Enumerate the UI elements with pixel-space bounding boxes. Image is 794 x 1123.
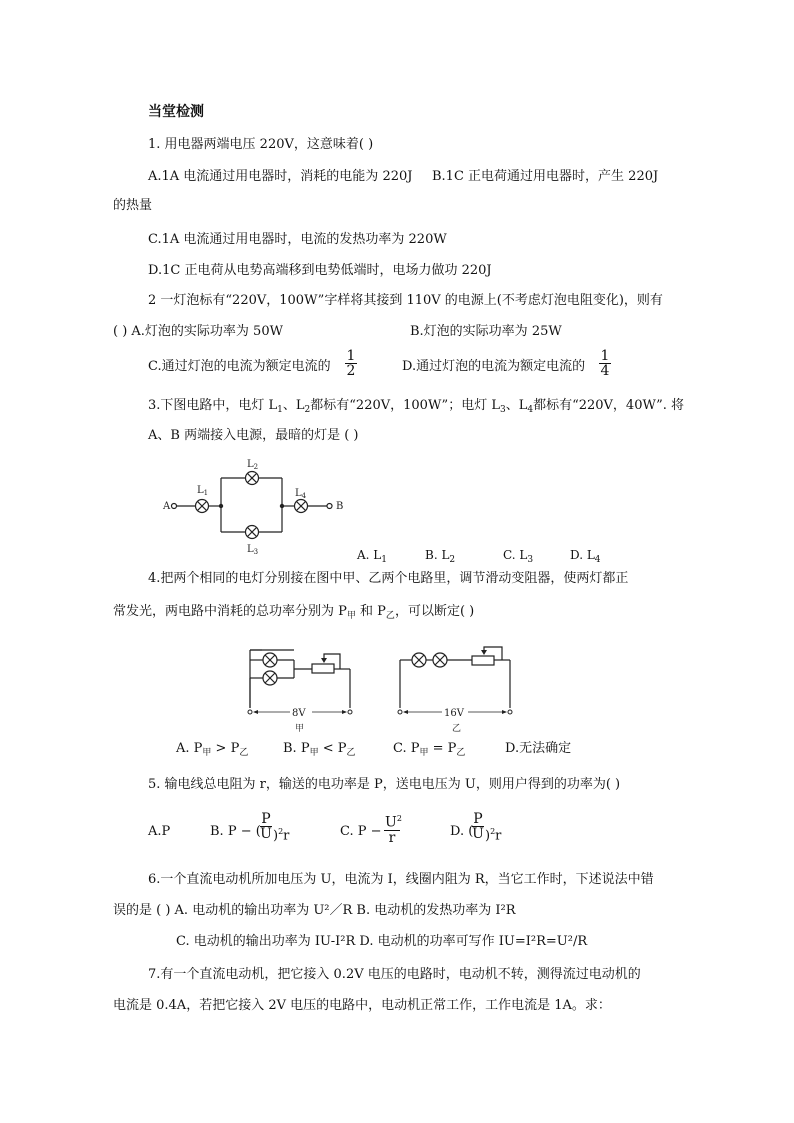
text: r	[283, 828, 290, 844]
subscript: 甲	[419, 748, 429, 758]
circuit-jia-label: 甲	[295, 724, 305, 734]
q6-line1: 6.一个直流电动机所加电压为 U，电流为 I，线圈内阻为 R，当它工作时，下述说法中错	[148, 872, 654, 887]
q2-stem: 2 一灯泡标有“220V，100W”字样将其接到 110V 的电源上(不考虑灯泡电阻变化)，则有	[148, 293, 663, 308]
q5-stem: 5. 输电线总电阻为 r，输送的电功率是 P，送电电压为 U，则用户得到的功率为( )	[148, 777, 621, 792]
q5-option-b-tail	[273, 823, 289, 845]
q2-option-d: D.通过灯泡的电流为额定电流的	[402, 359, 586, 374]
q2-option-c-fraction	[345, 349, 357, 378]
q3-option-b	[425, 546, 455, 569]
q6-line3: C. 电动机的输出功率为 IU-I²R D. 电动机的功率可写作 IU=I²R=U²/R	[176, 934, 588, 949]
q4-option-c	[393, 740, 465, 762]
circuit-yi-label: 乙	[452, 724, 462, 734]
heading: 当堂检测	[148, 104, 204, 120]
q3-option-d	[570, 546, 601, 569]
terminal-a-label: A	[163, 501, 171, 512]
q4-circuit-jia	[240, 642, 360, 734]
q3-stem-line1	[148, 397, 684, 419]
q1-option-b-cont: 的热量	[113, 198, 153, 213]
subscript: 4	[594, 555, 601, 565]
q5-option-d-tail	[485, 823, 501, 845]
fraction-denominator: 2	[346, 363, 356, 379]
fraction-denominator: U	[260, 826, 272, 842]
q4-option-d: D.无法确定	[505, 741, 572, 756]
q4-stem-line2	[113, 603, 474, 625]
q3-option-c	[503, 546, 533, 569]
subscript: 1	[381, 555, 387, 565]
fraction-numerator	[384, 812, 400, 831]
text: )	[485, 828, 491, 844]
subscript: 2	[304, 405, 311, 415]
text: = P	[428, 741, 457, 756]
text: 常发光，两电路中消耗的总功率分别为 P	[113, 604, 347, 619]
q2-option-c: C.通过灯泡的电流为额定电流的	[148, 359, 331, 374]
subscript: 乙	[456, 748, 466, 758]
subscript: 乙	[239, 748, 249, 758]
q1-option-b: B.1C 正电荷通过用电器时，产生 220J	[432, 169, 659, 184]
q7-line2: 电流是 0.4A，若把它接入 2V 电压的电路中，电动机正常工作，工作电流是 1A。求：	[113, 998, 611, 1013]
q4-circuit-yi	[392, 642, 522, 734]
q5-option-a: A.P	[148, 824, 171, 839]
fraction-numerator: 1	[346, 348, 356, 364]
subscript: 4	[527, 405, 534, 415]
fraction-numerator: P	[473, 811, 483, 827]
q2-option-b: B.灯泡的实际功率为 25W	[410, 324, 562, 339]
subscript: 甲	[202, 748, 212, 758]
q3-option-a	[357, 546, 387, 569]
voltage-8v-label: 8V	[292, 708, 306, 719]
q2-option-d-fraction	[599, 349, 611, 378]
q3-stem-line2: A、B 两端接入电源，最暗的灯是 ( )	[148, 428, 359, 443]
superscript: 2	[278, 827, 284, 836]
text: C. P	[393, 741, 420, 756]
q7-line1: 7.有一个直流电动机，把它接入 0.2V 电压的电路时，电动机不转，测得流过电动机的	[148, 967, 641, 982]
q5-option-d-fraction	[472, 812, 484, 841]
text: A. P	[176, 741, 203, 756]
voltage-16v-label: 16V	[444, 708, 464, 719]
text: A. L	[357, 548, 382, 562]
q6-line2: 误的是 ( ) A. 电动机的输出功率为 U²／R B. 电动机的发热功率为 I²R	[113, 903, 516, 918]
q5-option-d: D. (	[450, 824, 474, 839]
text: 3.下图电路中，电灯 L	[148, 398, 278, 413]
text: C. L	[503, 548, 528, 562]
fraction-numerator: P	[261, 811, 271, 827]
q4-stem-line1: 4.把两个相同的电灯分别接在图中甲、乙两个电路里，调节滑动变阻器，使两灯都正	[148, 571, 629, 586]
subscript: 3	[499, 405, 506, 415]
q1-option-d: D.1C 正电荷从电势高端移到电势低端时，电场力做功 220J	[148, 263, 492, 278]
q1-stem: 1. 用电器两端电压 220V，这意味着( )	[148, 137, 374, 152]
q2-option-a: ( ) A.灯泡的实际功率为 50W	[113, 324, 283, 339]
fraction-denominator: U	[472, 826, 484, 842]
subscript: 1	[277, 405, 283, 415]
q3-circuit-diagram	[155, 452, 365, 564]
superscript: 2	[396, 814, 402, 823]
text: 、L	[282, 398, 305, 413]
q4-option-a	[176, 740, 248, 762]
text: B. P	[283, 741, 310, 756]
text: U	[385, 814, 397, 831]
subscript: 甲	[346, 611, 356, 621]
q5-option-b-fraction	[260, 812, 272, 841]
q1-option-a: A.1A 电流通过用电器时，消耗的电能为 220J	[148, 169, 413, 184]
text: < P	[318, 741, 347, 756]
text: )	[273, 828, 279, 844]
text: D. L	[570, 548, 595, 562]
text: 和 P	[355, 604, 386, 619]
text: 都标有“220V，100W”；电灯 L	[310, 398, 500, 413]
lamp-l1-label: $L_1$	[197, 485, 209, 497]
lamp-l4-label: $L_4$	[295, 488, 307, 500]
text: r	[495, 828, 502, 844]
text: 都标有“220V，40W”. 将	[533, 398, 684, 413]
fraction-denominator: r	[388, 829, 396, 846]
text: 、L	[505, 398, 528, 413]
text: ，可以断定( )	[394, 604, 475, 619]
fraction-numerator: 1	[600, 348, 610, 364]
lamp-l3-label: $L_3$	[247, 544, 259, 556]
subscript: 乙	[385, 611, 395, 621]
lamp-l2-label: $L_2$	[247, 459, 259, 471]
subscript: 2	[449, 555, 456, 565]
q1-option-c: C.1A 电流通过用电器时，电流的发热功率为 220W	[148, 232, 447, 247]
subscript: 甲	[309, 748, 319, 758]
q4-option-b	[283, 740, 356, 762]
terminal-b-label: B	[336, 501, 344, 512]
q5-option-c-fraction	[384, 812, 400, 845]
superscript: 2	[490, 827, 496, 836]
text: > P	[211, 741, 240, 756]
fraction-denominator: 4	[600, 363, 610, 379]
q5-option-b: B. P − (	[210, 824, 261, 839]
subscript: 乙	[346, 748, 356, 758]
text: B. L	[425, 548, 450, 562]
q5-option-c: C. P −	[340, 824, 382, 839]
subscript: 3	[527, 555, 534, 565]
